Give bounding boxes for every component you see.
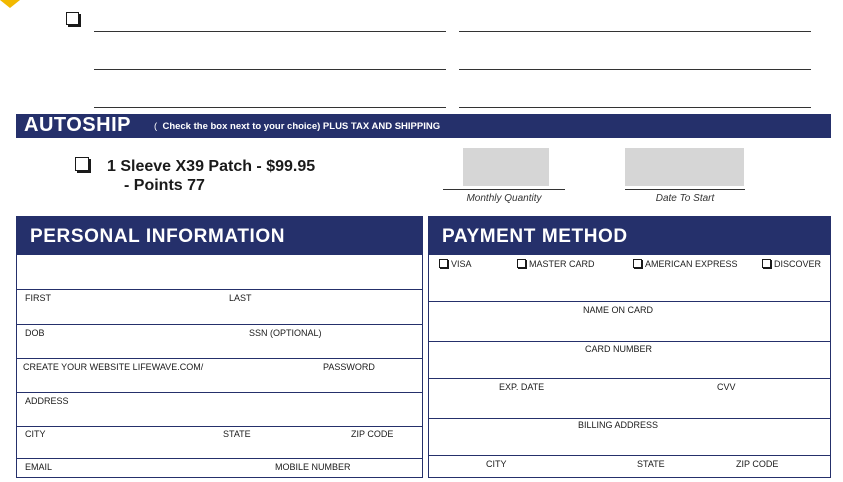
city-field[interactable]: CITY: [25, 429, 46, 439]
website-field[interactable]: CREATE YOUR WEBSITE LIFEWAVE.COM/: [23, 362, 204, 372]
write-in-line[interactable]: [459, 69, 811, 70]
american-express-label: AMERICAN EXPRESS: [645, 259, 738, 269]
product-line-1: 1 Sleeve X39 Patch - $99.95: [107, 158, 316, 175]
ssn-field[interactable]: SSN (OPTIONAL): [249, 328, 322, 338]
visa-label: VISA: [451, 259, 472, 269]
billing-address-field[interactable]: BILLING ADDRESS: [578, 420, 659, 430]
checkbox-square: [762, 259, 771, 268]
product-checkbox[interactable]: [75, 157, 89, 171]
dob-field[interactable]: DOB: [25, 328, 45, 338]
product-line-2: - Points 77: [124, 177, 205, 194]
row-divider: [429, 378, 830, 379]
write-in-line[interactable]: [94, 69, 446, 70]
row-divider: [17, 324, 422, 325]
discover-label: DISCOVER: [774, 259, 822, 269]
row-divider: [17, 426, 422, 427]
row-divider: [17, 458, 422, 459]
date-to-start-label: Date To Start: [655, 193, 715, 204]
date-to-start-line: [625, 189, 745, 190]
exp-date-field[interactable]: EXP. DATE: [499, 382, 545, 392]
personal-information-panel: [16, 216, 423, 478]
write-in-line[interactable]: [94, 31, 446, 32]
billing-state-field[interactable]: STATE: [637, 459, 665, 469]
write-in-line[interactable]: [459, 107, 811, 108]
checkbox-square: [439, 259, 448, 268]
card-number-field[interactable]: CARD NUMBER: [585, 344, 653, 354]
american-express-checkbox[interactable]: [633, 259, 738, 269]
option-checkbox[interactable]: [66, 12, 79, 25]
last-name-field[interactable]: LAST: [229, 293, 252, 303]
first-name-field[interactable]: FIRST: [25, 293, 51, 303]
autoship-title: AUTOSHIP: [24, 114, 131, 136]
password-field[interactable]: PASSWORD: [323, 362, 375, 372]
name-on-card-field[interactable]: NAME ON CARD: [583, 305, 654, 315]
write-in-line[interactable]: [94, 107, 446, 108]
payment-method-title: PAYMENT METHOD: [442, 226, 628, 247]
visa-checkbox[interactable]: [439, 259, 472, 269]
zip-code-field[interactable]: ZIP CODE: [351, 429, 394, 439]
personal-information-title: PERSONAL INFORMATION: [30, 226, 286, 247]
row-divider: [429, 418, 830, 419]
autoship-instruction: [154, 121, 440, 132]
billing-city-field[interactable]: CITY: [486, 459, 507, 469]
master-card-label: MASTER CARD: [529, 259, 595, 269]
payment-method-panel: [428, 216, 831, 478]
date-to-start-field[interactable]: [625, 148, 744, 186]
row-divider: [17, 289, 422, 290]
state-field[interactable]: STATE: [223, 429, 251, 439]
paren-open: (: [154, 121, 158, 132]
discover-checkbox[interactable]: [762, 259, 821, 269]
checkbox-square: [633, 259, 642, 268]
checkbox-square: [517, 259, 526, 268]
monthly-quantity-line: [443, 189, 565, 190]
master-card-checkbox[interactable]: [517, 259, 595, 269]
row-divider: [17, 392, 422, 393]
write-in-line[interactable]: [459, 31, 811, 32]
mobile-number-field[interactable]: MOBILE NUMBER: [275, 462, 351, 472]
email-field[interactable]: EMAIL: [25, 462, 53, 472]
monthly-quantity-label: Monthly Quantity: [466, 193, 542, 204]
row-divider: [17, 358, 422, 359]
autoship-instruction-text: Check the box next to your choice) PLUS TAX AND SHIPPING: [162, 121, 441, 132]
monthly-quantity-field[interactable]: [463, 148, 549, 186]
cvv-field[interactable]: CVV: [717, 382, 736, 392]
personal-information-header: [17, 217, 422, 255]
autoship-banner: [16, 114, 831, 138]
address-field[interactable]: ADDRESS: [25, 396, 69, 406]
billing-zip-code-field[interactable]: ZIP CODE: [736, 459, 779, 469]
row-divider: [429, 301, 830, 302]
row-divider: [429, 341, 830, 342]
row-divider: [429, 455, 830, 456]
payment-method-header: [429, 217, 830, 255]
corner-arrow-decoration: [0, 0, 20, 8]
